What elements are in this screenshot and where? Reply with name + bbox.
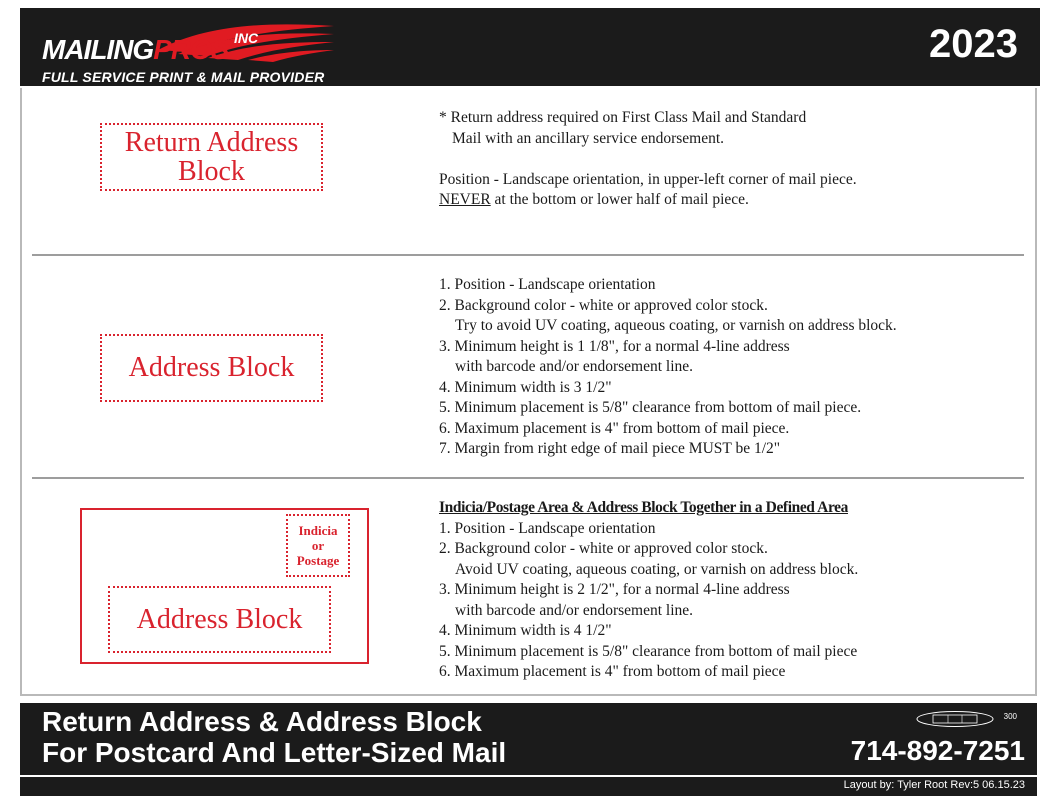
defined-area-rules — [439, 498, 858, 683]
rule-item: 7. Margin from right edge of mail piece MUST be 1/2" — [439, 440, 781, 457]
rule-item: 1. Position - Landscape orientation — [439, 519, 656, 537]
brand-accent: PROS — [153, 34, 229, 65]
defined-address-block — [108, 586, 331, 653]
indicia-line2: or — [311, 538, 325, 553]
rule-item: 4. Minimum width is 3 1/2" — [439, 378, 612, 396]
address-block — [100, 334, 323, 402]
defined-address-block-label: Address Block — [136, 603, 303, 635]
year-label: 2023 — [929, 22, 1018, 66]
rule-item: 5. Minimum placement is 5/8" clearance from bottom of mail piece. — [439, 399, 862, 416]
return-address-notes — [439, 108, 857, 211]
note-line: Mail with an ancillary service endorsement. — [452, 129, 725, 147]
defined-area-subheading: Indicia/Postage Area & Address Block Together in a Defined Area — [439, 499, 848, 516]
rule-item: Try to avoid UV coating, aqueous coating, or varnish on address block. — [455, 317, 897, 334]
section-divider — [32, 477, 1024, 479]
rule-item: 3. Minimum height is 1 1/8", for a normal 4-line address — [439, 337, 790, 355]
never-emphasis: NEVER — [439, 191, 491, 208]
footer-title-line1: Return Address & Address Block — [42, 706, 482, 737]
rule-item: with barcode and/or endorsement line. — [455, 601, 694, 619]
footer-title — [42, 706, 506, 768]
brand-tagline: FULL SERVICE PRINT & MAIL PROVIDER — [42, 69, 325, 85]
phone-number: 714-892-7251 — [850, 735, 1025, 766]
address-block-label: Address Block — [128, 352, 295, 383]
union-label-number: 300 — [1003, 712, 1017, 721]
rule-item: 2. Background color - white or approved color stock. — [439, 296, 768, 314]
brand-suffix: INC — [234, 30, 259, 46]
section-divider — [32, 254, 1024, 256]
mailingpros-logo — [38, 16, 338, 85]
return-address-block — [100, 123, 323, 191]
rule-item: with barcode and/or endorsement line. — [455, 358, 694, 375]
brand-name: MAILINGPROS — [42, 34, 229, 65]
rule-item: Avoid UV coating, aqueous coating, or varnish on address block. — [455, 560, 859, 578]
rule-item: 3. Minimum height is 2 1/2", for a normal 4-line address — [439, 581, 790, 598]
union-label-icon — [915, 710, 995, 728]
layout-credit: Layout by: Tyler Root Rev:5 06.15.23 — [843, 779, 1025, 791]
credit-bar — [20, 777, 1037, 796]
rule-item: 4. Minimum width is 4 1/2" — [439, 622, 612, 639]
note-line: Position - Landscape orientation, in upper-left corner of mail piece. — [439, 170, 857, 188]
rule-item: 6. Maximum placement is 4" from bottom of mail piece. — [439, 419, 790, 437]
footer-title-line2: For Postcard And Letter-Sized Mail — [42, 737, 507, 768]
rule-item: 6. Maximum placement is 4" from bottom of mail piece — [439, 663, 786, 680]
note-spacer — [439, 149, 857, 170]
footer-bar — [20, 703, 1037, 775]
rule-item: 5. Minimum placement is 5/8" clearance from bottom of mail piece — [439, 642, 858, 660]
header-bar — [20, 8, 1040, 86]
note-line: * Return address required on First Class Mail and Standard — [439, 109, 807, 126]
rule-item: 1. Position - Landscape orientation — [439, 276, 656, 293]
never-rest: at the bottom or lower half of mail piece. — [490, 191, 749, 208]
indicia-line3: Postage — [296, 553, 340, 568]
rule-item: 2. Background color - white or approved color stock. — [439, 540, 768, 557]
return-address-block-line1: Return Address — [124, 127, 299, 158]
never-note — [439, 190, 857, 211]
address-block-rules — [439, 275, 897, 460]
indicia-postage-block — [286, 514, 350, 577]
return-address-block-line2: Block — [178, 156, 245, 187]
indicia-line1: Indicia — [298, 523, 338, 538]
